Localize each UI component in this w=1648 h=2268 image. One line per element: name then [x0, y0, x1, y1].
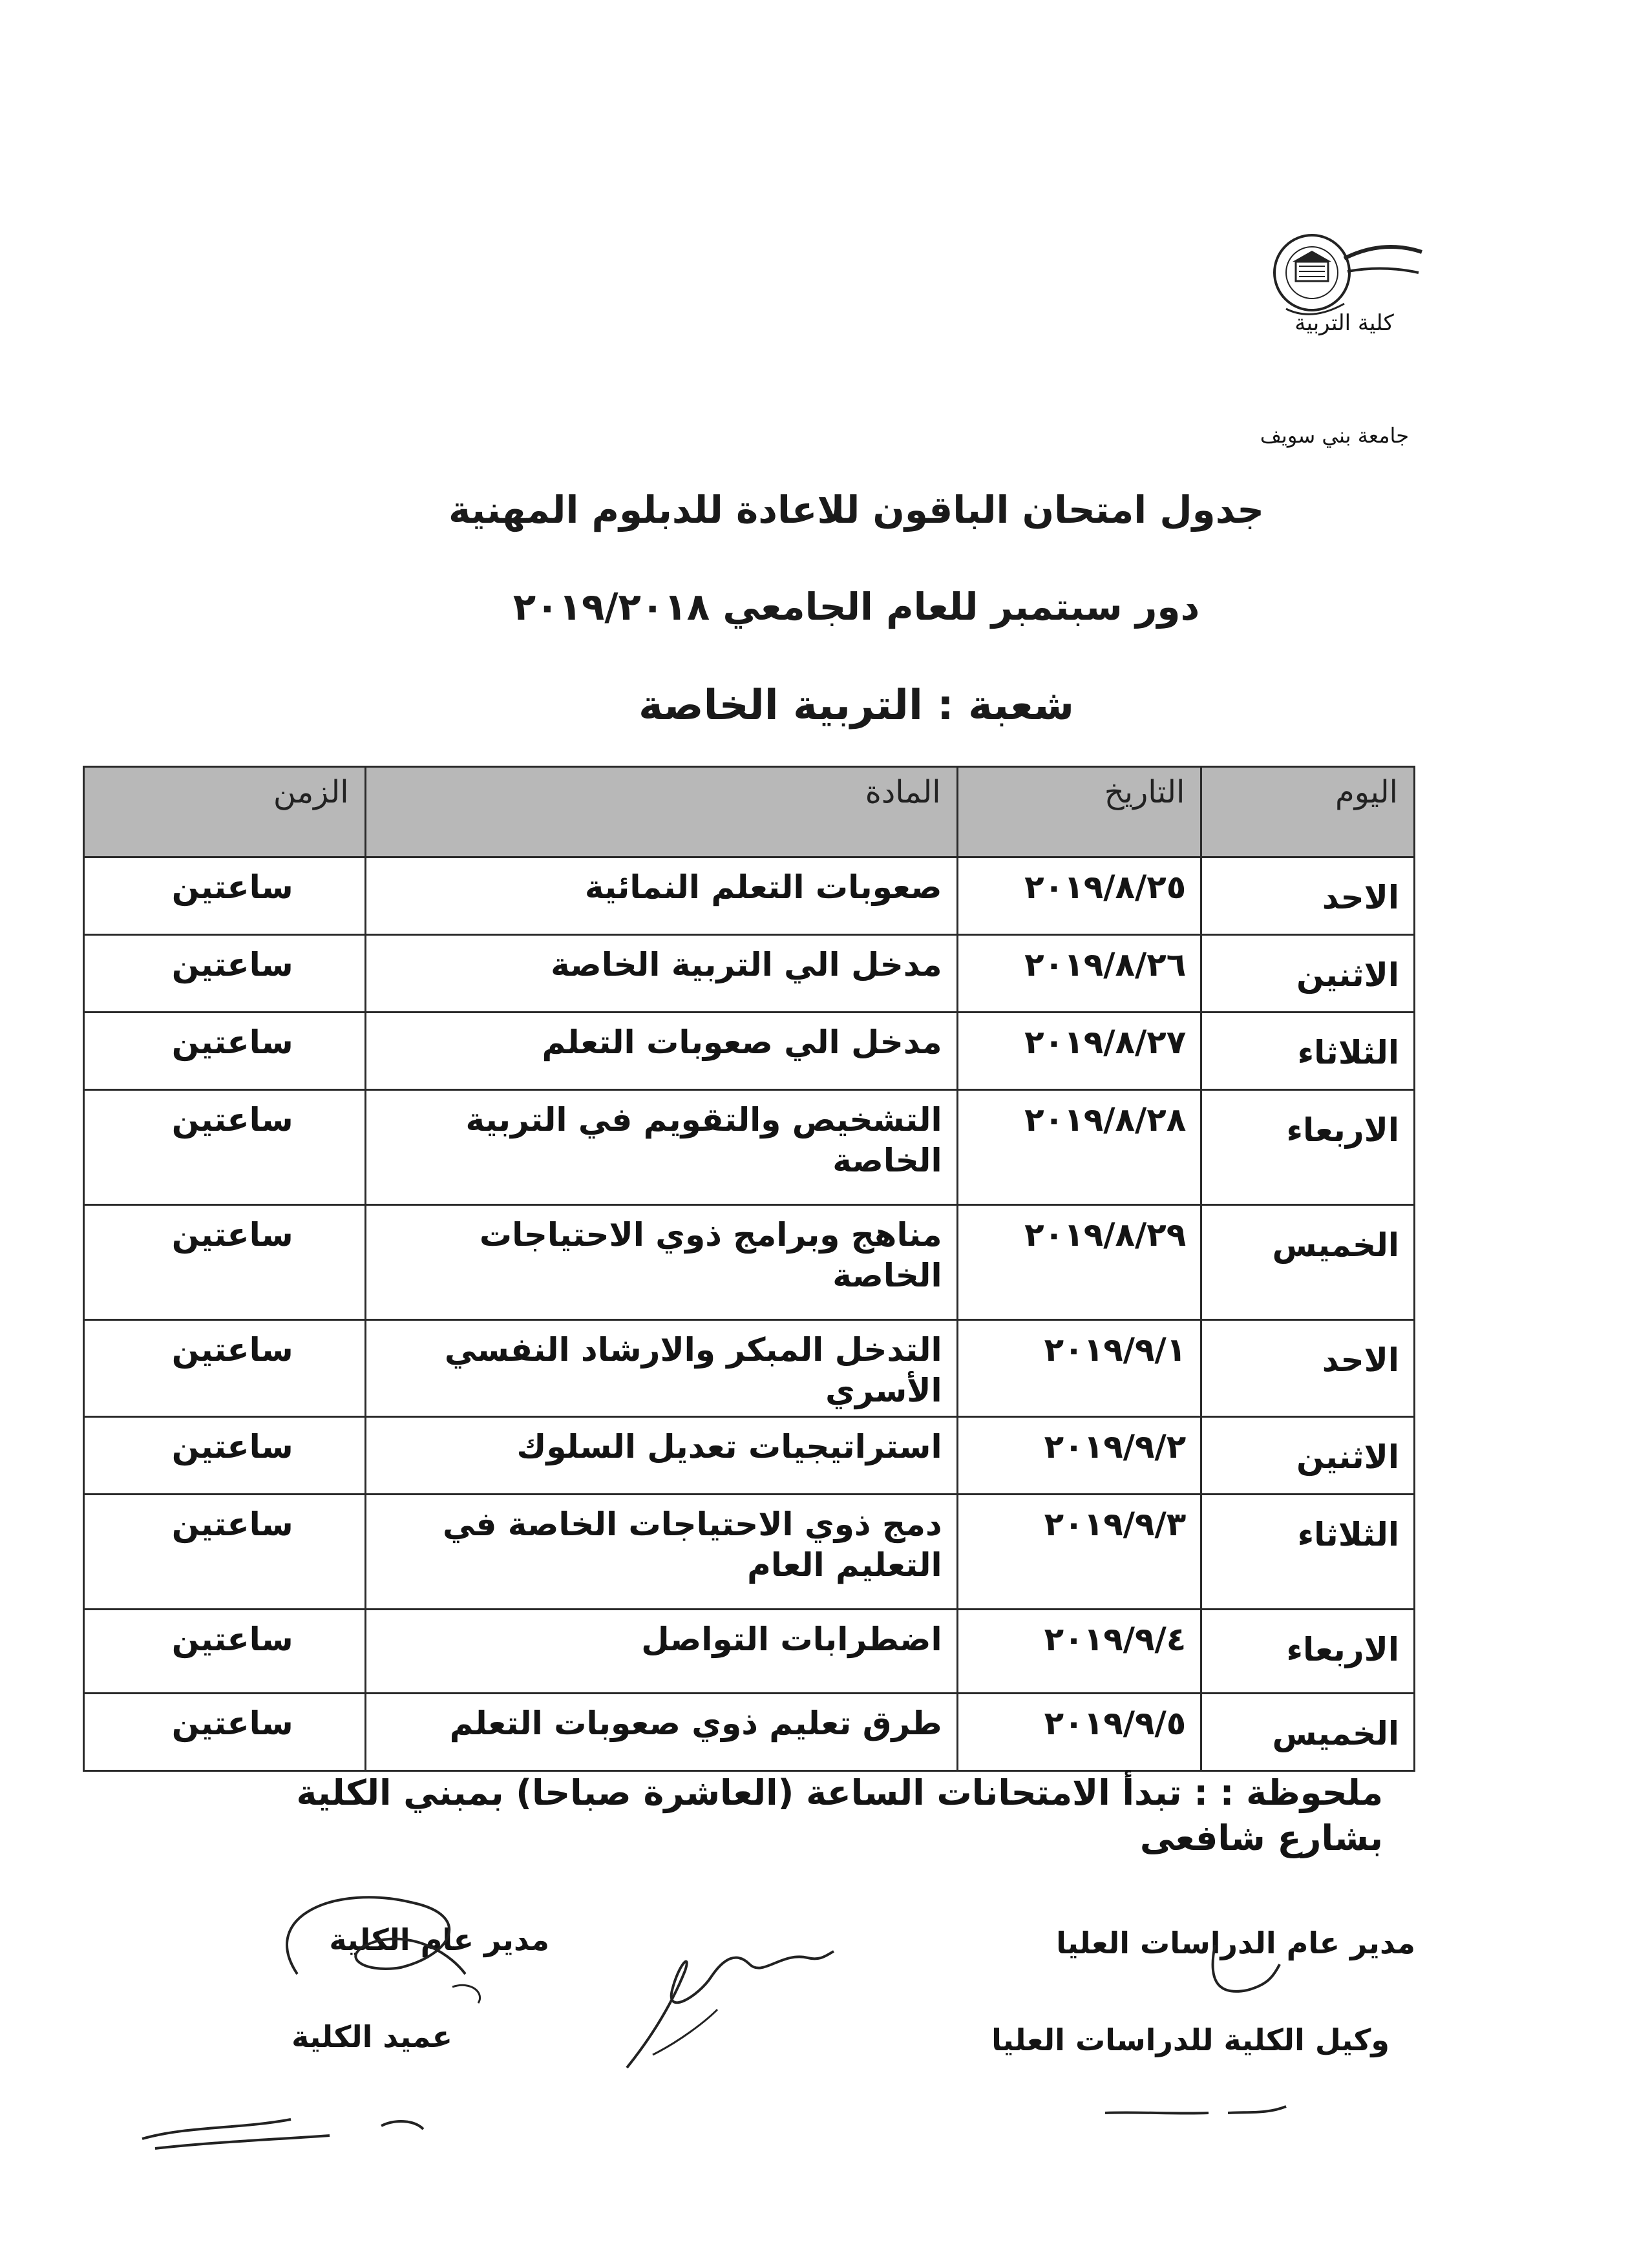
- table-row: [84, 1090, 1415, 1205]
- table-row: [84, 1495, 1415, 1610]
- handwritten-signature: [1189, 1938, 1305, 2010]
- header-subject: المادة: [365, 767, 957, 857]
- document-subtitle: دور سبتمبر للعام الجامعي ٢٠١٩/٢٠١٨: [512, 585, 1200, 629]
- table-row: [84, 1320, 1415, 1417]
- table-header-row: [84, 767, 1415, 857]
- time-cell: ساعتين: [84, 1417, 366, 1495]
- subject-cell: استراتيجيات تعديل السلوك: [365, 1417, 957, 1495]
- day-cell: الاربعاء: [1201, 1610, 1415, 1694]
- day-cell: الخميس: [1201, 1205, 1415, 1320]
- header-time: الزمن: [84, 767, 366, 857]
- date-cell: ٢٠١٩/٩/٣: [957, 1495, 1201, 1610]
- day-cell: الثلاثاء: [1201, 1013, 1415, 1090]
- header-day: اليوم: [1201, 767, 1415, 857]
- day-cell: الخميس: [1201, 1694, 1415, 1771]
- signature-postgrad-manager: مدير عام الدراسات العليا: [1056, 1926, 1415, 1960]
- subject-cell: طرق تعليم ذوي صعوبات التعلم: [365, 1694, 957, 1771]
- time-cell: ساعتين: [84, 1090, 366, 1205]
- date-cell: ٢٠١٩/٨/٢٩: [957, 1205, 1201, 1320]
- table-row: [84, 1013, 1415, 1090]
- day-cell: الثلاثاء: [1201, 1495, 1415, 1610]
- handwritten-signature: [259, 1877, 556, 2026]
- signature-dean: عميد الكلية: [291, 2019, 452, 2054]
- table-row: [84, 1417, 1415, 1495]
- handwritten-signature: [136, 2100, 446, 2158]
- date-cell: ٢٠١٩/٨/٢٨: [957, 1090, 1201, 1205]
- subject-cell: مدخل الي التربية الخاصة: [365, 935, 957, 1013]
- day-cell: الاثنين: [1201, 935, 1415, 1013]
- table-row: [84, 857, 1415, 935]
- signature-faculty-manager: مدير عام الكلية: [329, 1922, 549, 1957]
- day-cell: الاربعاء: [1201, 1090, 1415, 1205]
- time-cell: ساعتين: [84, 857, 366, 935]
- university-logo: [1260, 233, 1428, 323]
- department-title: شعبة : التربية الخاصة: [638, 682, 1075, 730]
- day-cell: الاثنين: [1201, 1417, 1415, 1495]
- handwritten-signature: [614, 1926, 840, 2087]
- subject-cell: مدخل الي صعوبات التعلم: [365, 1013, 957, 1090]
- subject-cell: دمج ذوي الاحتياجات الخاصة في التعليم العام: [365, 1495, 957, 1610]
- table-row: [84, 1205, 1415, 1320]
- date-cell: ٢٠١٩/٨/٢٧: [957, 1013, 1201, 1090]
- university-name: جامعة بني سويف: [1260, 423, 1409, 448]
- handwritten-signature: [1099, 2087, 1293, 2139]
- time-cell: ساعتين: [84, 1610, 366, 1694]
- subject-cell: مناهج وبرامج ذوي الاحتياجات الخاصة: [365, 1205, 957, 1320]
- time-cell: ساعتين: [84, 1205, 366, 1320]
- table-row: [84, 1610, 1415, 1694]
- table-row: [84, 935, 1415, 1013]
- exam-schedule-table: [83, 766, 1415, 1772]
- subject-cell: التدخل المبكر والارشاد النفسي الأسري: [365, 1320, 957, 1417]
- day-cell: الاحد: [1201, 1320, 1415, 1417]
- signature-vice-dean: وكيل الكلية للدراسات العليا: [991, 2022, 1389, 2057]
- exam-note: ملحوظة : : تبدأ الامتحانات الساعة (العاشرة صباحا) بمبني الكلية بشارع شافعى: [296, 1772, 1383, 1859]
- day-cell: الاحد: [1201, 857, 1415, 935]
- document-title: جدول امتحان الباقون للاعادة للدبلوم المهنية: [448, 488, 1264, 532]
- faculty-name: كلية التربية: [1294, 310, 1394, 336]
- subject-cell: صعوبات التعلم النمائية: [365, 857, 957, 935]
- time-cell: ساعتين: [84, 935, 366, 1013]
- date-cell: ٢٠١٩/٩/٤: [957, 1610, 1201, 1694]
- subject-cell: اضطرابات التواصل: [365, 1610, 957, 1694]
- time-cell: ساعتين: [84, 1013, 366, 1090]
- time-cell: ساعتين: [84, 1495, 366, 1610]
- table-row: [84, 1694, 1415, 1771]
- date-cell: ٢٠١٩/٩/١: [957, 1320, 1201, 1417]
- date-cell: ٢٠١٩/٩/٢: [957, 1417, 1201, 1495]
- subject-cell: التشخيص والتقويم في التربية الخاصة: [365, 1090, 957, 1205]
- date-cell: ٢٠١٩/٩/٥: [957, 1694, 1201, 1771]
- date-cell: ٢٠١٩/٨/٢٥: [957, 857, 1201, 935]
- date-cell: ٢٠١٩/٨/٢٦: [957, 935, 1201, 1013]
- header-date: التاريخ: [957, 767, 1201, 857]
- time-cell: ساعتين: [84, 1694, 366, 1771]
- time-cell: ساعتين: [84, 1320, 366, 1417]
